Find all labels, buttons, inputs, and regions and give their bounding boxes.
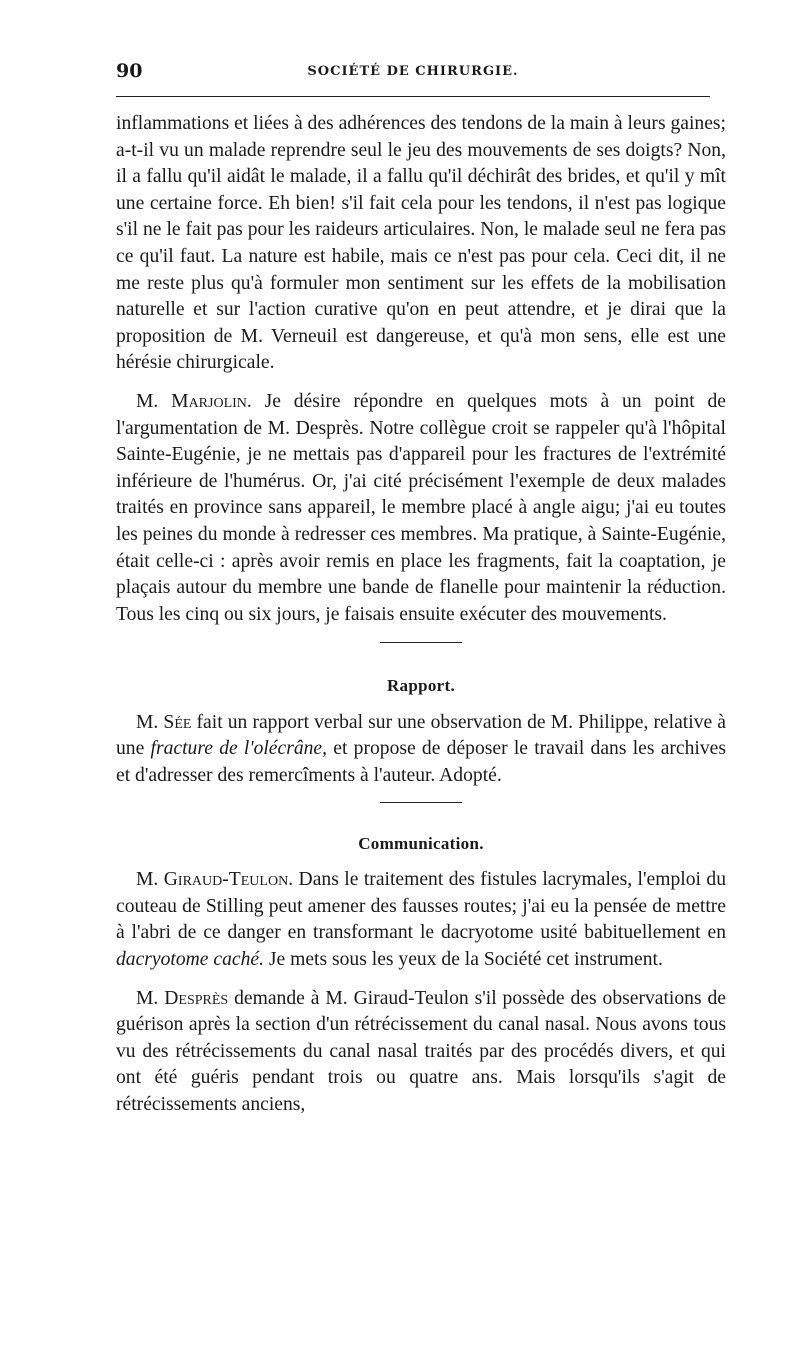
speaker-name: Desprès — [164, 987, 229, 1009]
paragraph-despres — [116, 986, 726, 1119]
paragraph-giraud-teulon — [116, 867, 726, 973]
page-header — [116, 60, 710, 86]
paragraph-continuation — [116, 111, 726, 377]
speaker-name: Giraud-Teulon — [163, 869, 289, 891]
italic-term: dacryotome caché. — [116, 949, 264, 971]
speaker-prefix: M. — [136, 711, 164, 733]
speaker-prefix: M. — [136, 987, 165, 1009]
speaker-prefix: M. — [136, 390, 172, 412]
paragraph-text: . Dans le traitement des fistules lacrymales, l'emploi du couteau de Stilling peut amener des fausses routes; j'ai eu la pensée de mettre à l'abri de ce danger en transformant le dacryotome usité babituellement en — [116, 869, 726, 944]
paragraph-text: Je mets sous les yeux de la Société cet instrument. — [263, 949, 663, 971]
paragraph-marjolin — [116, 389, 726, 628]
paragraph-text: . Je désire répondre en quelques mots à un point de l'argumentation de M. Desprès. Notre collègue croit se rappeler qu'à l'hôpital Sainte-Eugénie, je ne mettais pas d'appareil pour les fractures de l'extrémité inférieure de l'humérus. Or, j'ai cité précisément l'exemple de deux malades traités en province sans appareil, le membre placé à angle aigu; j'ai eu toutes les peines du monde à redresser ces membres. Ma pratique, à Sainte-Eugénie, était celle-ci : après avoir remis en place les fragments, fait la coaptation, je plaçais autour du membre une bande de flanelle pour maintenir la réduction. Tous les cinq ou six jours, je faisais ensuite exécuter des mouvements. — [116, 390, 726, 625]
paragraph-text: et propose de déposer le travail dans les archives et d'adresser des remercîments à l'auteur. Adopté. — [116, 738, 726, 787]
speaker-name: Sée — [163, 711, 192, 733]
header-rule — [116, 96, 710, 97]
page-number: 90 — [116, 60, 143, 82]
paragraph-text: fait un rapport verbal sur une observation de M. Philippe, relative à une — [116, 711, 726, 760]
body-text — [116, 111, 726, 1119]
speaker-name: Marjolin — [171, 390, 247, 412]
section-divider — [380, 642, 462, 643]
paragraph-text: inflammations et liées à des adhérences des tendons de la main à leurs gaines; a-t-il vu un malade reprendre seul le jeu des mouvements de ses doigts? Non, il a fallu qu'il aidât le malade, il a fallu qu'il déchirât des brides, et qu'il y mît une certaine force. Eh bien! s'il fait cela pour les tendons, il n'est pas logique s'il ne le fait pas pour les raideurs articulaires. Non, le malade seul ne fera pas ce qu'il faut. La nature est habile, mais ce n'est pas pour cela. Ceci dit, il ne me reste plus qu'à formuler mon sentiment sur les effets de la mobilisation naturelle et sur l'action curative qu'on en peut attendre, et je dirai que la proposition de M. Verneuil est dangereuse, et qu'à mon sens, elle est une hérésie chirurgicale. — [116, 113, 726, 374]
section-heading-communication: Communication. — [358, 833, 484, 853]
paragraph-see — [116, 710, 726, 790]
running-title: SOCIÉTÉ DE CHIRURGIE. — [307, 64, 519, 79]
section-heading-rapport: Rapport. — [386, 676, 456, 696]
section-divider — [380, 802, 462, 803]
paragraph-text: demande à M. Giraud-Teulon s'il possède des observations de guérison après la section d'un rétrécissement du canal nasal. Nous avons tous vu des rétrécissements du canal nasal traités par des procédés divers, et qui ont été guéris pendant trois ou quatre ans. Mais lorsqu'ils s'agit de rétrécissements anciens, — [116, 987, 726, 1115]
speaker-prefix: M. — [136, 869, 164, 891]
italic-term: fracture de l'olécrâne, — [150, 738, 328, 760]
